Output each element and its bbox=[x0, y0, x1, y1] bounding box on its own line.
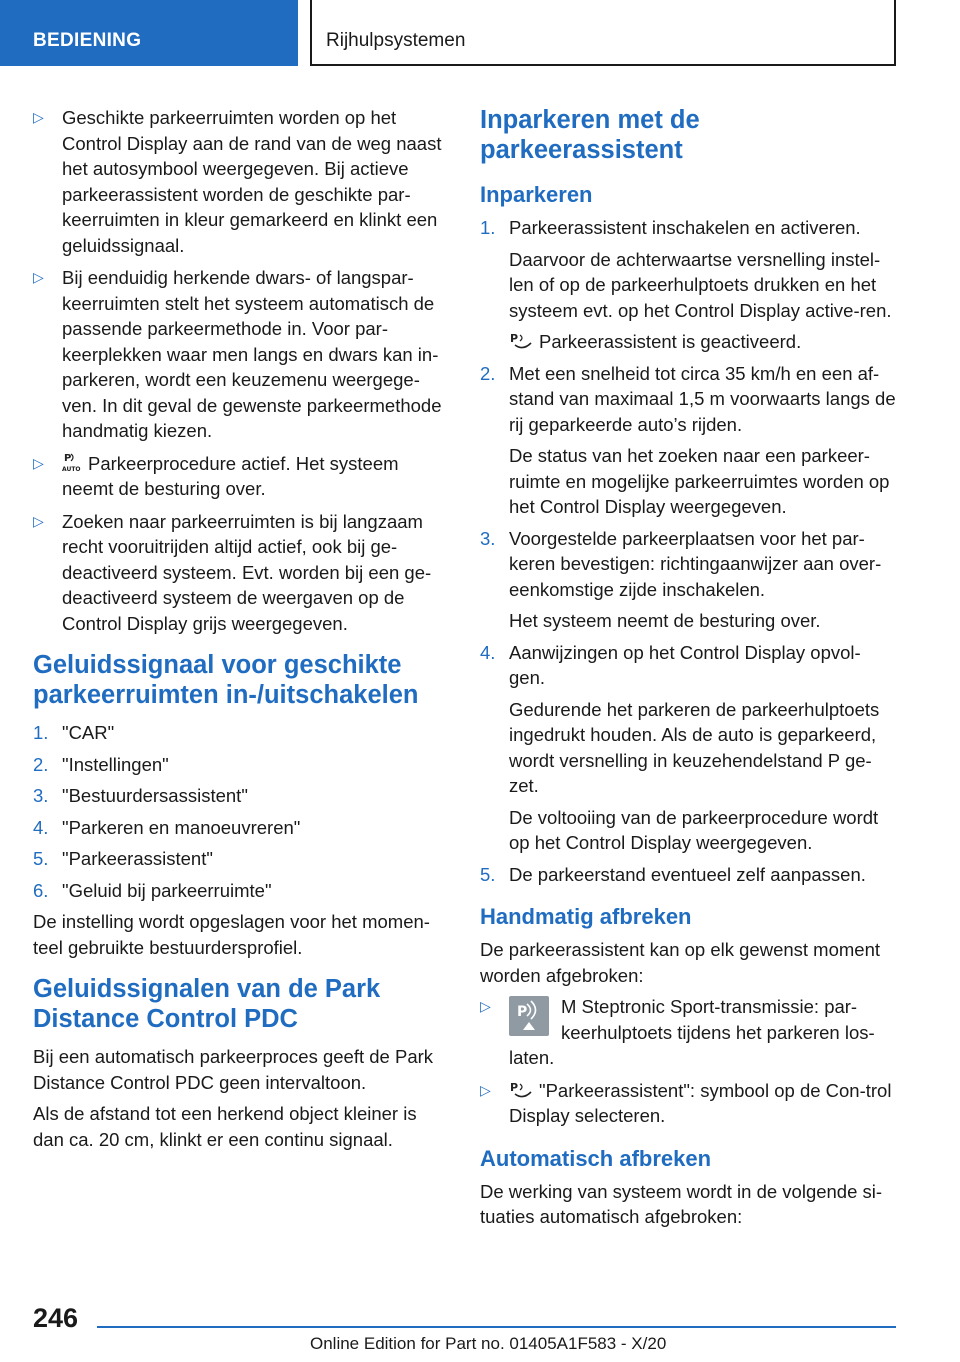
step-text: De status van het zoeken naar een parkeer-ruimte en mogelijke parkeerruimtes worden op het Control Display weergegeven. bbox=[509, 445, 890, 517]
list-item: 1. Parkeerassistent inschakelen en activeren. bbox=[480, 217, 861, 238]
svg-text:P: P bbox=[510, 1080, 519, 1094]
paragraph-handmatig: De parkeerassistent kan op elk gewenst moment worden afgebroken: bbox=[480, 939, 881, 986]
triangle-bullet-icon: ▷ bbox=[480, 998, 491, 1014]
list-item: 4. "Parkeren en manoeuvreren" bbox=[33, 816, 301, 838]
list-item: 2. "Instellingen" bbox=[33, 753, 169, 775]
list-item: 1. "CAR" bbox=[33, 722, 115, 743]
list-item: 3. "Bestuurdersassistent" bbox=[33, 785, 248, 806]
park-assist-icon bbox=[509, 331, 533, 351]
heading-handmatig: Handmatig afbreken bbox=[480, 904, 692, 929]
triangle-bullet-icon: ▷ bbox=[33, 269, 44, 285]
step-text: Daarvoor de achterwaartse versnelling instel-len of op de parkeerhulptoets drukken en het systeem evt. op het Control Display active-ren. bbox=[509, 248, 892, 321]
footer-divider bbox=[97, 1326, 896, 1328]
heading-pdc: Geluidssignalen van de Park Distance Control PDC bbox=[33, 975, 381, 1033]
left-column bbox=[33, 105, 447, 1158]
paragraph-instelling: De instelling wordt opgeslagen voor het momen-teel gebruikte bestuurdersprofiel. bbox=[33, 911, 430, 958]
heading-automatisch: Automatisch afbreken bbox=[480, 1145, 712, 1171]
page-number: 246 bbox=[33, 1303, 79, 1333]
park-button-icon bbox=[509, 996, 549, 1036]
park-assist-icon bbox=[509, 1080, 533, 1100]
list-item: 4. Aanwijzingen op het Control Display opvol-gen. bbox=[480, 641, 861, 688]
section-tab: BEDIENING bbox=[0, 0, 298, 66]
heading-geluidssignaal: Geluidssignaal voor geschikte parkeerruimten in-/uitschakelen bbox=[33, 651, 419, 709]
bullet-item: ▷ Bij eenduidig herkende dwars- of langspar-keerruimten stelt het systeem automatisch de passende parkeermethode in. Voor par-keerplekken waar men langs en dwars kan in-parkeren, wordt een keuzemenu weergege-ven. In dit geval de gewenste parkeermethode handmatig kiezen. bbox=[33, 267, 442, 441]
svg-text:P: P bbox=[64, 452, 72, 464]
list-item: 6. "Geluid bij parkeerruimte" bbox=[33, 879, 272, 901]
right-column bbox=[480, 105, 896, 1236]
list-item: 5. "Parkeerassistent" bbox=[33, 848, 213, 869]
bullet-item: ▷ Zoeken naar parkeerruimten is bij langzaam recht vooruitrijden altijd actief, ook bij ge-deactiveerd systeem. Evt. worden bij een ge-deactiveerd systeem de weergaven op de Control Display grijs weergegeven. bbox=[33, 510, 432, 634]
triangle-bullet-icon: ▷ bbox=[33, 454, 44, 471]
bullet-item: ▷ P "Parkeerassistent": symbool op de Con-trol Display selecteren. bbox=[480, 1079, 892, 1126]
list-item: 2. Met een snelheid tot circa 35 km/h en een af-stand van maximaal 1,5 m voorwaarts langs de rij geparkeerde auto’s rijden. bbox=[480, 362, 896, 435]
paragraph-automatisch: De werking van systeem wordt in de volgende si-tuaties automatisch afgebroken: bbox=[480, 1180, 883, 1227]
list-item: 3. Voorgestelde parkeerplaatsen voor het par-keren bevestigen: richtingaanwijzer aan over-eenkomstige zijde inschakelen. bbox=[480, 527, 882, 600]
step-text: Gedurende het parkeren de parkeerhulptoets ingedrukt houden. Als de auto is geparkeerd, wordt versnelling in keuzehendelstand P ge-zet. bbox=[509, 698, 880, 796]
triangle-bullet-icon: ▷ bbox=[33, 109, 44, 125]
triangle-bullet-icon: ▷ bbox=[33, 512, 44, 529]
svg-text:AUTO: AUTO bbox=[62, 465, 81, 473]
paragraph-pdc-1: Bij een automatisch parkeerproces geeft de Park Distance Control PDC geen intervaltoon. bbox=[33, 1046, 434, 1093]
footer-edition: Online Edition for Part no. 01405A1F583 - X/20 bbox=[310, 1334, 667, 1353]
bullet-item: ▷ Geschikte parkeerruimten worden op het Control Display aan de rand van de weg naast het autosymbool weergegeven. Bij actieve parkeerassistent worden de geschikte par-keerruimten in kleur gemarkeerd en klinkt een geluidssignaal. bbox=[33, 107, 442, 256]
auto-park-icon bbox=[62, 451, 82, 473]
page-header bbox=[0, 0, 960, 66]
paragraph-pdc-2: Als de afstand tot een herkend object kleiner is dan ca. 20 cm, klinkt er een continu signaal. bbox=[33, 1103, 417, 1150]
chapter-title: Rijhulpsystemen bbox=[310, 0, 896, 66]
bullet-item: ▷ P AUTO Parkeerprocedure actief. Het systeem neemt de besturing over. bbox=[33, 452, 399, 499]
triangle-bullet-icon: ▷ bbox=[480, 1081, 491, 1098]
bullet-item: ▷ P M Steptronic Sport-transmissie: par-keerhulptoets tijdens het parkeren los-laten. bbox=[480, 996, 875, 1068]
step-text: De voltooiing van de parkeerprocedure wordt op het Control Display weergegeven. bbox=[509, 806, 879, 853]
step-text: Het systeem neemt de besturing over. bbox=[509, 610, 821, 631]
svg-text:P: P bbox=[510, 332, 519, 345]
heading-inparkeren-met: Inparkeren met de parkeerassistent bbox=[480, 106, 700, 164]
heading-inparkeren: Inparkeren bbox=[480, 182, 593, 207]
list-item: 5. De parkeerstand eventueel zelf aanpassen. bbox=[480, 863, 866, 885]
step-text: P Parkeerassistent is geactiveerd. bbox=[510, 331, 802, 352]
svg-text:P: P bbox=[517, 1004, 528, 1020]
